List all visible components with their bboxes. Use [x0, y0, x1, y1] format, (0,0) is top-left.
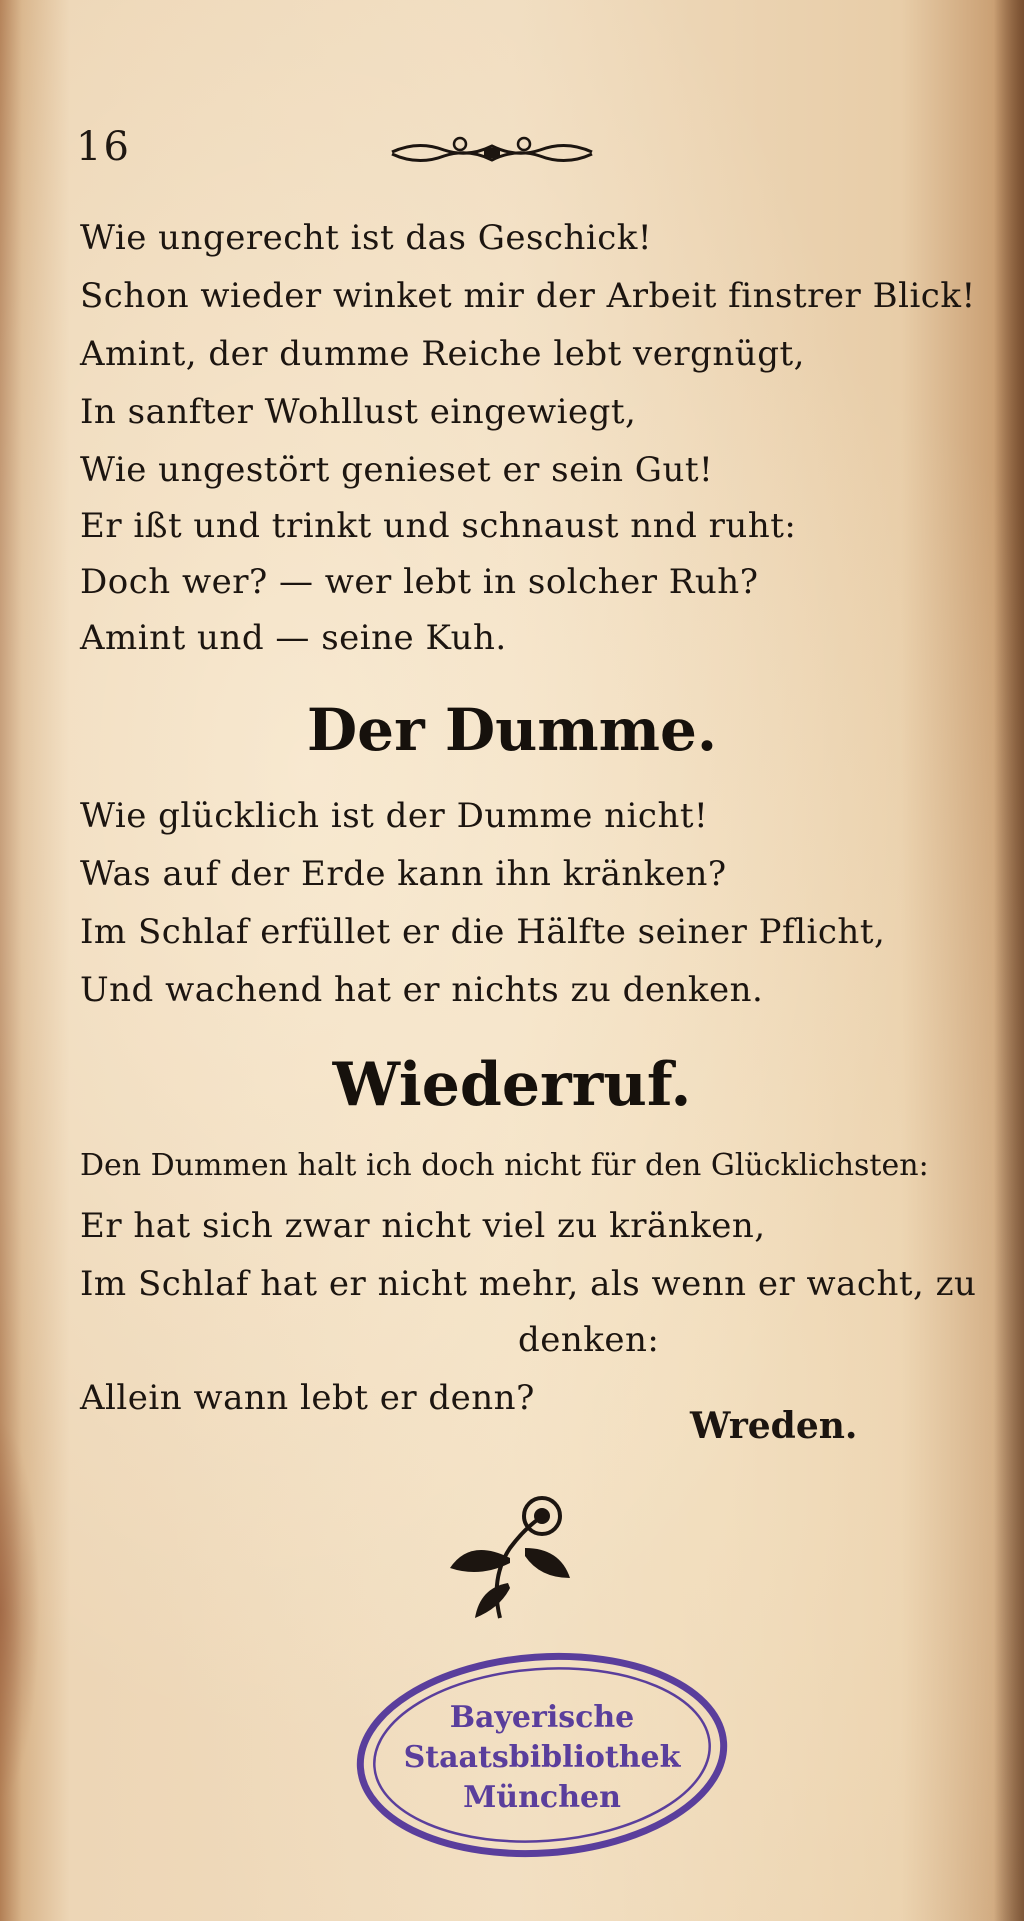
author-signature: Wreden.	[690, 1405, 858, 1447]
poem1-line: Amint, der dumme Reiche lebt vergnügt,	[80, 334, 805, 374]
poem3-line: Er hat sich zwar nicht viel zu kränken,	[80, 1206, 766, 1246]
flower-vignette-icon	[430, 1488, 580, 1628]
stamp-line: München	[463, 1780, 621, 1815]
poem1-line: Doch wer? — wer lebt in solcher Ruh?	[80, 562, 759, 602]
poem3-line: Allein wann lebt er denn?	[80, 1378, 535, 1418]
stamp-line: Staatsbibliothek	[403, 1740, 681, 1775]
poem1-line: Er ißt und trinkt und schnaust nnd ruht:	[80, 506, 797, 546]
poem3-line-continuation: denken:	[518, 1320, 660, 1360]
poem1-line: Wie ungestört genieset er sein Gut!	[80, 450, 714, 490]
poem2-line: Im Schlaf erfüllet er die Hälfte seiner Pflicht,	[80, 912, 886, 952]
page-edge-shadow	[994, 0, 1024, 1921]
page-number: 16	[76, 124, 131, 170]
poem1-line: Amint und — seine Kuh.	[80, 618, 507, 658]
poem2-line: Wie glücklich ist der Dumme nicht!	[80, 796, 709, 836]
stamp-line: Bayerische	[449, 1700, 635, 1735]
poem1-line: In sanfter Wohllust eingewiegt,	[80, 392, 637, 432]
poem1-line: Wie ungerecht ist das Geschick!	[80, 218, 653, 258]
poem1-line: Schon wieder winket mir der Arbeit finstrer Blick!	[80, 276, 976, 316]
poem-title-der-dumme: Der Dumme.	[306, 696, 718, 764]
poem-title-wiederruf: Wiederruf.	[332, 1050, 692, 1120]
poem2-line: Und wachend hat er nichts zu denken.	[80, 970, 764, 1010]
scroll-ornament-icon	[388, 132, 596, 172]
page-stain	[0, 1420, 40, 1800]
poem2-line: Was auf der Erde kann ihn kränken?	[80, 854, 727, 894]
poem3-line: Den Dummen halt ich doch nicht für den Glücklichsten:	[80, 1148, 929, 1183]
poem3-line: Im Schlaf hat er nicht mehr, als wenn er wacht, zu	[80, 1264, 977, 1304]
